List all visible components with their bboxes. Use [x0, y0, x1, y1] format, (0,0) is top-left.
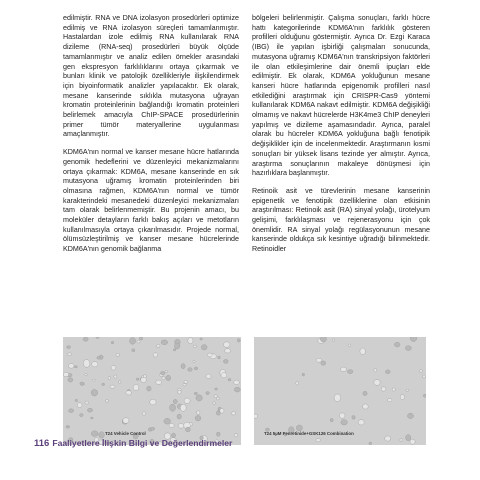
- cell-blob: [178, 423, 184, 428]
- cell-blob: [220, 408, 224, 413]
- cell-blob: [316, 358, 322, 362]
- cell-blob: [143, 375, 146, 378]
- cell-blob: [184, 398, 190, 404]
- cell-blob: [406, 435, 411, 441]
- cell-blob: [87, 408, 92, 412]
- cell-blob: [172, 433, 176, 438]
- cell-blob: [369, 442, 372, 445]
- cell-blob: [358, 420, 364, 425]
- cell-blob: [215, 388, 218, 390]
- cell-blob: [164, 418, 171, 424]
- cell-blob: [363, 404, 369, 409]
- cell-blob: [106, 400, 109, 403]
- cell-blob: [423, 394, 426, 397]
- cell-blob: [228, 379, 231, 381]
- left-paragraph-2: KDM6A'nın normal ve kanser mesane hücre hatlarında genomik hedeflerini ve düzenleyici mekanizmalarını ortaya çıkarmak: KDM6A, mesane kanserinde en sık mutasyona uğramış kromatin proteinlerinden biri olmasına rağmen, KDM6A'nın normal ve tümör karakterindeki mesanedeki düzenleyici mekanizmaları tam olarak belirlenmemiştir. Bu projenin amacı, bu moleküler detayların farklı bakış açıları ve metotların kullanılmasıyla ortaya çıkarılmasıdır. Projede normal, ölümsüzleştirilmiş ve kanser mesane hücrelerinde KDM6A'nın genomik bağlanma: [63, 148, 239, 254]
- cell-blob: [75, 399, 77, 401]
- cell-blob: [320, 337, 326, 342]
- cell-blob: [206, 392, 210, 395]
- cell-blob: [151, 427, 155, 430]
- cell-blob: [161, 340, 168, 345]
- cell-blob: [193, 345, 196, 348]
- cell-blob: [218, 356, 221, 359]
- cell-blob: [186, 427, 191, 432]
- cell-blob: [419, 370, 422, 373]
- cell-blob: [157, 344, 160, 347]
- cell-blob: [108, 377, 111, 380]
- cell-blob: [150, 399, 156, 405]
- cell-blob: [110, 385, 115, 388]
- cell-blob: [388, 399, 392, 402]
- cell-blob: [213, 402, 216, 405]
- cell-blob: [206, 374, 211, 379]
- cell-blob: [348, 344, 351, 347]
- cell-blob: [67, 353, 71, 356]
- cell-blob: [410, 439, 415, 444]
- cell-blob: [423, 375, 426, 378]
- cell-blob: [102, 383, 105, 385]
- cell-blob: [330, 418, 333, 421]
- cell-blob: [234, 434, 238, 437]
- figure-caption-combination: T24 5µM Fenretinide+GSK126 Combination: [264, 431, 354, 436]
- cell-blob: [123, 418, 129, 424]
- cell-blob: [85, 401, 89, 404]
- cell-blob: [183, 383, 186, 386]
- cell-blob: [96, 337, 99, 339]
- cell-blob: [201, 345, 207, 350]
- cell-blob: [161, 372, 165, 375]
- cell-blob: [74, 366, 77, 368]
- cell-blob: [136, 378, 139, 380]
- cell-blob: [217, 432, 221, 436]
- cell-blob: [180, 404, 186, 411]
- cell-blob: [69, 409, 74, 413]
- cell-blob: [217, 397, 220, 400]
- cell-blob: [66, 426, 70, 429]
- cell-blob: [80, 414, 84, 417]
- cell-blob: [352, 416, 355, 420]
- cell-blob: [194, 367, 197, 370]
- cell-blob: [77, 403, 82, 408]
- cell-blob: [193, 361, 195, 363]
- cell-culture-photo: [254, 337, 426, 445]
- cell-blob: [178, 388, 181, 391]
- cell-blob: [133, 384, 139, 390]
- cell-blob: [188, 368, 192, 372]
- cell-blob: [254, 414, 258, 418]
- cell-blob: [385, 436, 391, 441]
- cell-blob: [392, 388, 395, 391]
- left-paragraph-1: edilmiştir. RNA ve DNA izolasyon prosedürleri optimize edilmiş ve RNA izolasyon süreçleri tamamlanmıştır. Hastalardan izole edilmiş RNA kullanılarak RNA dizileme (RNA-seq) prosedürleri büyük ölçüde tamamlanmıştır ve analiz edilen örnekler arasındaki gen ekspresyon farklılıklarını ortaya çıkarmak ve bunları klinik ve patolojik özellikleriyle ilişkilendirmek için biyoinformatik analizler yapılacaktır. Ek olarak, mesane kanserinde sıklıkla mutasyona uğrayan kromatin proteinlerinin bağlandığı kromatin proteinleri belirlemek amacıyla ChIP-SPACE prosedürlerinin primer tümör materyallerine uygulanması amaçlanmıştır.: [63, 14, 239, 139]
- cell-blob: [68, 378, 73, 382]
- cell-blob: [139, 337, 142, 340]
- cell-blob: [232, 412, 236, 416]
- page-footer: [34, 438, 232, 449]
- cell-blob: [91, 431, 98, 437]
- cell-blob: [400, 439, 403, 442]
- section-title: Faaliyetlere İlişkin Bilgi ve Değerlendirmeler: [52, 438, 233, 448]
- cell-blob: [385, 370, 390, 374]
- right-paragraph-1: bölgeleri belirlenmiştir. Çalışma sonuçları, farklı hücre hattı kategorilerinde KDM6A'nın farklılık gösteren profilleri olduğunu göstermiştir. Ayrıca Dr. Ezgi Karaca (IBG) ile yapılan işbirliği çalışmaları sonucunda, mutasyona uğramış KDM6A'nın transkripsiyon faktörleri ile olan etkileşimlerine dair önemli ipuçları elde edilmiştir. Ek olarak, KDM6A yokluğunun mesane kanseri hücre hatlarında epigenomik profilleri nasıl etkilediğini araştırmak için CRISPR-Cas9 yöntemi kullanılarak KDM6A nakavt edilmiştir. KDM6A değişikliği olmamış ve nakavt hücrelerde H3K4me3 ChIP deneyleri yapılmış ve dizileme aşamasındadır. Ayrıca, paralel olarak bu hücreler KDM6A yokluğuna bağlı fenotipik değişiklikler için de incelenmektedir. Araştırmanın kısmi sonuçları bir yüksek lisans tezinde yer almıştır. Ayrıca, araştırma sonuçlarının makaleye dönüşmesi için hazırlıklara başlanmıştır.: [252, 14, 430, 178]
- cell-blob: [334, 394, 341, 402]
- cell-blob: [196, 395, 202, 401]
- cell-blob: [200, 338, 203, 340]
- cell-blob: [116, 353, 120, 356]
- cell-blob: [147, 386, 151, 391]
- cell-blob: [237, 339, 240, 342]
- cell-blob: [339, 413, 345, 418]
- cell-blob: [381, 387, 386, 391]
- cell-blob: [321, 361, 326, 365]
- cell-blob: [406, 389, 409, 391]
- cell-blob: [114, 375, 117, 378]
- cell-blob: [63, 372, 69, 377]
- cell-blob: [195, 416, 201, 421]
- cell-blob: [175, 343, 180, 349]
- left-text-column: [63, 14, 239, 263]
- cell-blob: [93, 379, 96, 381]
- figure-caption-control: T24 Vehicle Control: [105, 431, 146, 436]
- cell-blob: [137, 340, 140, 343]
- cell-blob: [296, 425, 302, 431]
- cell-blob: [67, 346, 71, 349]
- cell-blob: [408, 413, 414, 418]
- cell-blob: [156, 380, 162, 384]
- cell-blob: [374, 368, 377, 372]
- cell-blob: [165, 371, 167, 373]
- cell-blob: [347, 370, 353, 374]
- cell-blob: [374, 380, 380, 386]
- cell-blob: [296, 382, 299, 385]
- cell-blob: [360, 348, 366, 355]
- cell-culture-photo: [63, 337, 241, 445]
- cell-blob: [142, 412, 146, 415]
- cell-blob: [188, 338, 193, 344]
- cell-blob: [91, 389, 98, 396]
- cell-blob: [302, 373, 305, 376]
- cell-blob: [223, 359, 228, 363]
- cell-blob: [91, 417, 94, 419]
- cell-blob: [68, 364, 74, 369]
- cell-blob: [184, 380, 188, 383]
- cell-blob: [194, 392, 197, 395]
- cell-blob: [332, 339, 334, 342]
- cell-blob: [132, 349, 135, 352]
- cell-blob: [170, 404, 176, 411]
- cell-blob: [111, 366, 116, 371]
- right-text-column: [252, 14, 430, 263]
- cell-blob: [394, 342, 400, 347]
- cell-blob: [221, 373, 227, 378]
- cell-blob: [92, 362, 98, 367]
- cell-blob: [400, 395, 404, 400]
- cell-blob: [316, 439, 320, 442]
- cell-blob: [207, 353, 212, 357]
- cell-blob: [85, 374, 88, 376]
- cell-blob: [166, 375, 171, 380]
- cell-blob: [83, 337, 88, 341]
- right-paragraph-2: Retinoik asit ve türevlerinin mesane kanserinin epigenetik ve fenotipik özelliklerine olan etkisinin araştırılması: Retinoik asit (RA) sinyal yolağı, ürotelyum gelişimi, farklılaşması ve rejenerasyonu için çok önemlidir. RA sinyal yolağı regülasyonunun mesane kanserinde oldukça sık kesintiye uğradığı bilinmektedir. Retinoidler: [252, 186, 430, 254]
- cell-blob: [225, 349, 231, 353]
- cell-blob: [130, 338, 136, 345]
- cell-blob: [234, 387, 240, 392]
- cell-blob: [173, 349, 176, 351]
- cell-blob: [363, 391, 367, 395]
- cell-blob: [177, 414, 181, 419]
- cell-blob: [162, 377, 165, 380]
- cell-blob: [173, 399, 177, 404]
- cell-blob: [153, 353, 157, 357]
- cell-blob: [341, 367, 347, 371]
- page-number: 116: [34, 438, 50, 449]
- cell-blob: [119, 381, 121, 384]
- cell-blob: [111, 341, 114, 343]
- cell-blob: [234, 380, 240, 385]
- cell-blob: [181, 364, 185, 369]
- cell-blob: [83, 360, 90, 368]
- microscopy-image-control: [63, 337, 241, 445]
- cell-blob: [341, 420, 348, 425]
- cell-blob: [80, 382, 84, 385]
- cell-blob: [410, 337, 416, 342]
- cell-blob: [97, 356, 101, 359]
- cell-blob: [224, 342, 230, 348]
- cell-blob: [126, 391, 132, 395]
- cell-blob: [216, 411, 220, 415]
- microscopy-image-combination: [254, 337, 426, 445]
- cell-blob: [169, 423, 174, 427]
- cell-blob: [197, 411, 200, 415]
- cell-blob: [405, 346, 411, 351]
